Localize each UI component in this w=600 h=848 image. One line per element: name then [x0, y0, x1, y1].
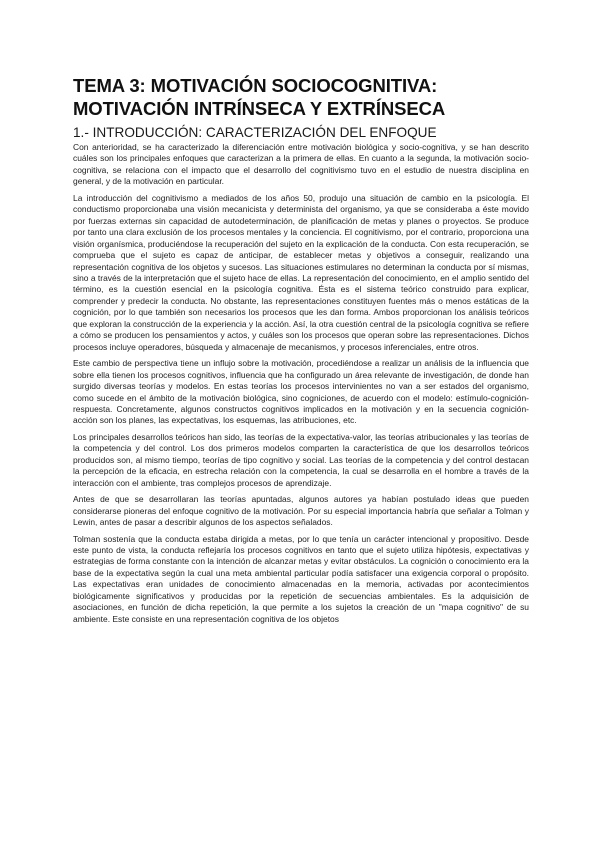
paragraph-3: Este cambio de perspectiva tiene un influjo sobre la motivación, procediéndose a realizar un análisis de la influencia que sobre ella tienen los procesos cognitivos, influencia que ha configurado un área relevante de investigación, de donde han surgido diversas teorías y modelos. En estas teorías los procesos intervinientes no van a ser estados del organismo, como sucede en el ámbito de la motivación biológica, sino cogniciones, de acuerdo con el modelo: estímulo-cognición-respuesta. Concretamente, algunos constructos cognitivos implicados en la motivación y en la secuencia cognición-acción son los planes, las expectativas, los esquemas, las atribuciones, etc. [73, 358, 529, 426]
paragraph-4: Los principales desarrollos teóricos han sido, las teorías de la expectativa-valor, las teorías atribucionales y las teorías de la competencia y del control. Los dos primeros modelos comparten la característica de que los desarrollos teóricos producidos son, al mismo tiempo, teorías de tipo cognitivo y social. Las teorías de la competencia y del control destacan la percepción de la eficacia, en estrecha relación con la competencia, la cual se desarrolla en el hombre a través de la interacción con el ambiente, tras complejos procesos de aprendizaje. [73, 431, 529, 488]
section-heading: 1.- INTRODUCCIÓN: CARACTERIZACIÓN DEL ENFOQUE [73, 125, 437, 140]
paragraph-2: La introducción del cognitivismo a mediados de los años 50, produjo una situación de cambio en la psicología. El conductismo proporcionaba una visión mecanicista y determinista del organismo, ya que se consideraba a éste movido por fuerzas externas sin capacidad de autodeterminación, de planificación de metas y planes o proyectos. Se produce por tanto una clara exclusión de los procesos mentales y la conciencia. El cognitivismo, por el contrario, proporciona una visión organísmica, produciéndose la recuperación del sujeto en la explicación de la conducta. Con esta recuperación, se comprueba que el sujeto es capaz de anticipar, de establecer metas y objetivos a conseguir, realizando una representación cognitiva de los objetos y sucesos. Las situaciones estimulares no determinan la conducta por sí mismas, sino a través de la interpretación que el sujeto hace de ellas. La representación del conocimiento, en el amplio sentido del término, es la cuestión esencial en la psicología cognitiva. Ésta es el sistema teórico construido para explicar, comprender y predecir la conducta. No obstante, las representaciones constituyen fuentes más o menos estáticas de la cognición, por lo que también son necesarios los procesos que les dan forma. Ambos proporcionan los análisis teóricos que exploran la construcción de la experiencia y la acción. Así, la otra cuestión central de la psicología cognitiva se refiere a cómo se producen los pensamientos y actos, y cuáles son los procesos que operan sobre las representaciones. Dichos procesos incluye operadores, búsqueda y almacenaje de mecanismos, y procesos inferenciales, entre otros. [73, 192, 529, 352]
document-title [73, 74, 529, 120]
document-title-line-2: MOTIVACIÓN INTRÍNSECA Y EXTRÍNSECA [73, 98, 446, 119]
document-body [73, 142, 529, 625]
paragraph-6: Tolman sostenía que la conducta estaba dirigida a metas, por lo que tenía un carácter intencional y propositivo. Desde este punto de vista, la conducta reflejaría los procesos cognitivos en tanto que el sujeto utiliza hipótesis, expectativas y estrategias de forma constante con la intención de alcanzar metas y evitar obstáculos. La cognición o conocimiento era la base de la expectativa según la cual una meta ambiental particular podía satisfacer una exigencia corporal o propósito. Las expectativas eran unidades de conocimiento almacenadas en la memoria, activadas por acontecimientos biológicamente significativos y producidas por la repetición de secuencias ambientales. Es la adquisición de asociaciones, en función de dicha repetición, la que permite a los sujetos la creación de un "mapa cognitivo" de su ambiente. Este consiste en una representación cognitiva de los objetos [73, 533, 529, 624]
document-page [73, 74, 529, 630]
document-title-line-1: TEMA 3: MOTIVACIÓN SOCIOCOGNITIVA: [73, 75, 438, 96]
paragraph-1: Con anterioridad, se ha caracterizado la diferenciación entre motivación biológica y socio-cognitiva, y se han descrito cuáles son los principales enfoques que caracterizan a la primera de ellas. En cuanto a la segunda, la motivación socio- cognitiva, se relaciona con el impacto que el desarrollo del cognitivismo tuvo en el estudio de nuestra disciplina en general, y de la motivación en particular. [73, 142, 529, 187]
paragraph-5: Antes de que se desarrollaran las teorías apuntadas, algunos autores ya habían postulado ideas que pueden considerarse pioneras del enfoque cognitivo de la motivación. Por su especial importancia habría que señalar a Tolman y Lewin, antes de pasar a describir algunos de los aspectos señalados. [73, 494, 529, 528]
